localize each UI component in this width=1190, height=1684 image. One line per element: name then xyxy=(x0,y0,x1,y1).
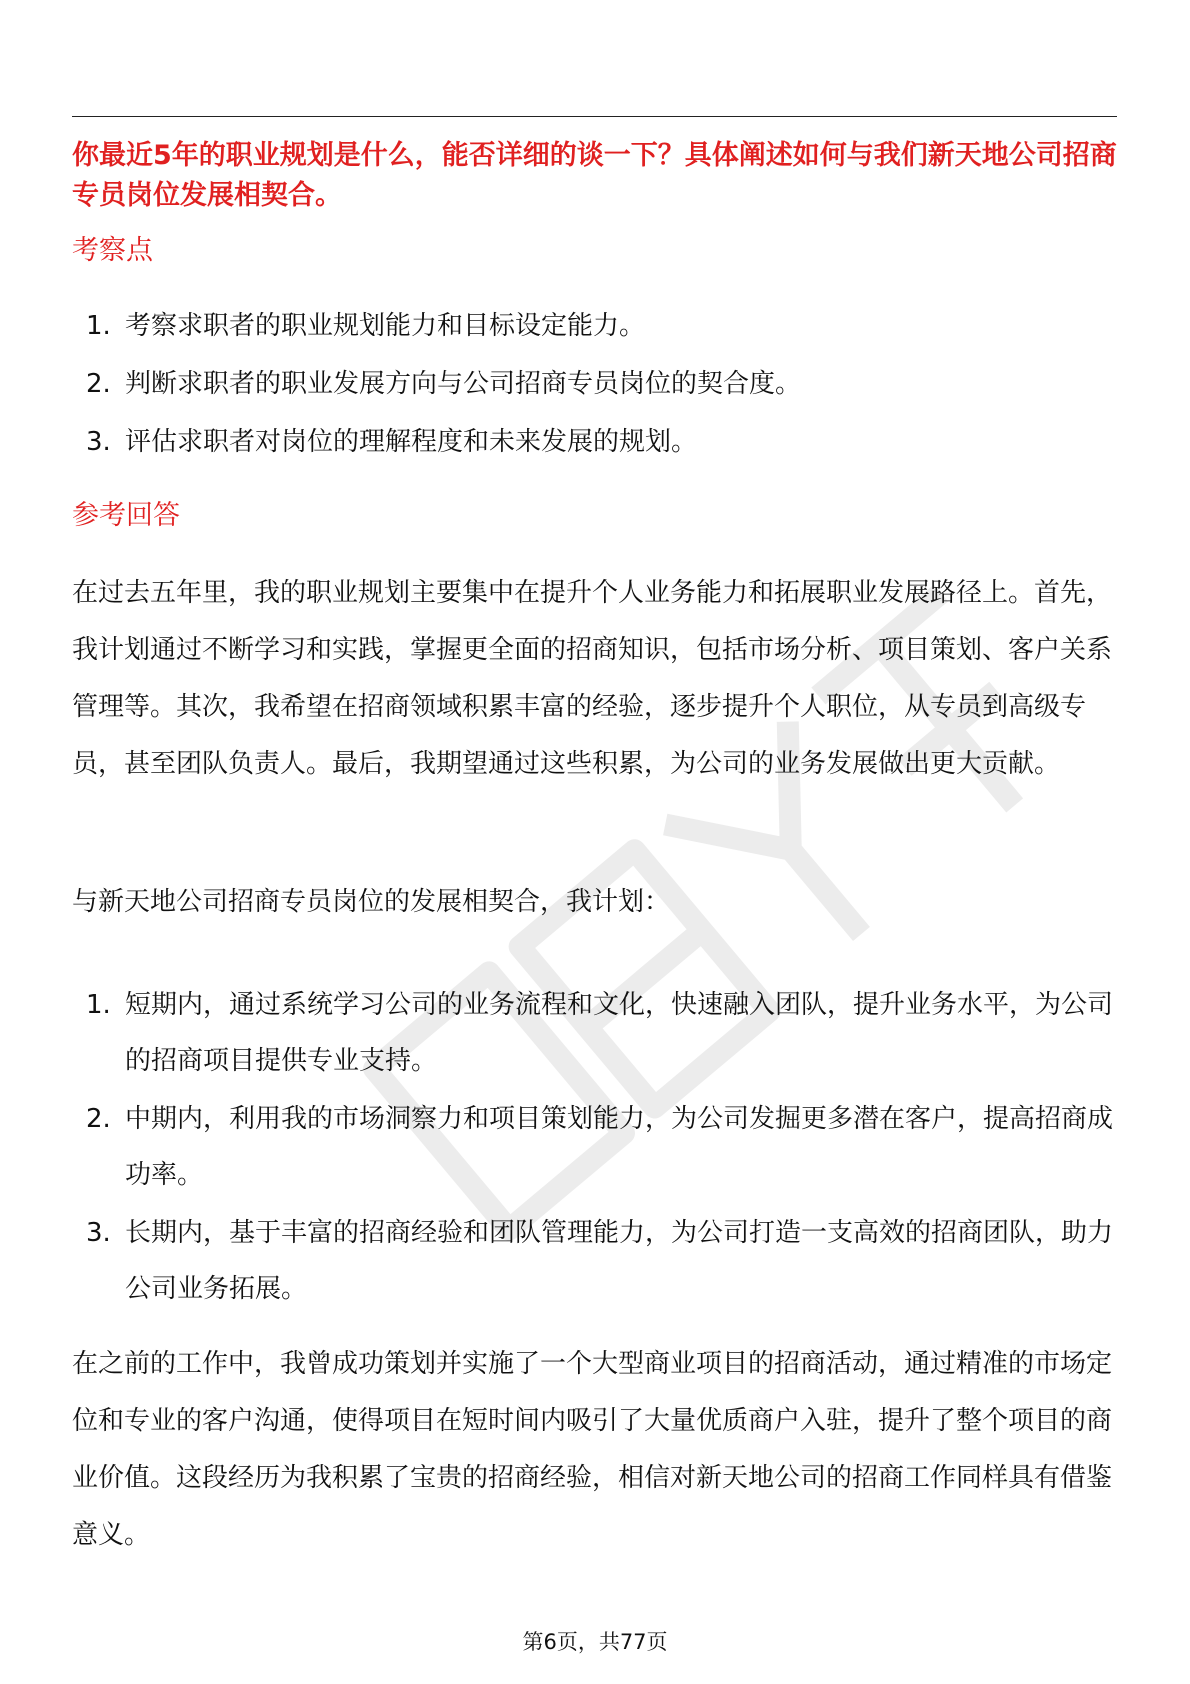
list-item-number: 1. xyxy=(86,990,111,1020)
assessment-points-list xyxy=(72,306,1122,480)
list-item xyxy=(72,422,1122,462)
answer-paragraph-2: 与新天地公司招商专员岗位的发展相契合，我计划： xyxy=(72,887,671,917)
list-item-text: 长期内，基于丰富的招商经验和团队管理能力，为公司打造一支高效的招商团队，助力公司业务拓展。 xyxy=(125,1218,1114,1304)
page-footer: 第6页，共77页 xyxy=(522,1630,668,1654)
list-item xyxy=(72,306,1122,346)
list-item-text: 判断求职者的职业发展方向与公司招商专员岗位的契合度。 xyxy=(125,369,802,399)
answer-paragraph-1: 在过去五年里，我的职业规划主要集中在提升个人业务能力和拓展职业发展路径上。首先，我计划通过不断学习和实践，掌握更全面的招商知识，包括市场分析、项目策划、客户关系管理等。其次，我希望在招商领域积累丰富的经验，逐步提升个人职位，从专员到高级专员，甚至团队负责人。最后，我期望通过这些积累，为公司的业务发展做出更大贡献。 xyxy=(72,578,1113,779)
list-item-number: 3. xyxy=(86,427,111,457)
list-item-text: 评估求职者对岗位的理解程度和未来发展的规划。 xyxy=(125,427,698,457)
list-item xyxy=(72,977,1122,1089)
answer-paragraph-3: 在之前的工作中，我曾成功策划并实施了一个大型商业项目的招商活动，通过精准的市场定位和专业的客户沟通，使得项目在短时间内吸引了大量优质商户入驻，提升了整个项目的商业价值。这段经历为我积累了宝贵的招商经验，相信对新天地公司的招商工作同样具有借鉴意义。 xyxy=(72,1349,1113,1550)
list-item-text: 短期内，通过系统学习公司的业务流程和文化，快速融入团队，提升业务水平，为公司的招商项目提供专业支持。 xyxy=(125,990,1114,1076)
section-heading-assessment-points: 考察点 xyxy=(72,235,153,266)
list-item-number: 3. xyxy=(86,1218,111,1248)
section-heading-reference-answer: 参考回答 xyxy=(72,500,180,531)
top-divider xyxy=(72,116,1117,117)
list-item-text: 考察求职者的职业规划能力和目标设定能力。 xyxy=(125,311,646,341)
list-item-number: 1. xyxy=(86,311,111,341)
list-item xyxy=(72,1091,1122,1203)
list-item-number: 2. xyxy=(86,369,111,399)
list-item-number: 2. xyxy=(86,1104,111,1134)
list-item xyxy=(72,1205,1122,1317)
plan-list xyxy=(72,977,1122,1319)
list-item-text: 中期内，利用我的市场洞察力和项目策划能力，为公司发掘更多潜在客户，提高招商成功率。 xyxy=(125,1104,1114,1190)
list-item xyxy=(72,364,1122,404)
interview-question: 你最近5年的职业规划是什么，能否详细的谈一下？具体阐述如何与我们新天地公司招商专员岗位发展相契合。 xyxy=(72,140,1117,211)
